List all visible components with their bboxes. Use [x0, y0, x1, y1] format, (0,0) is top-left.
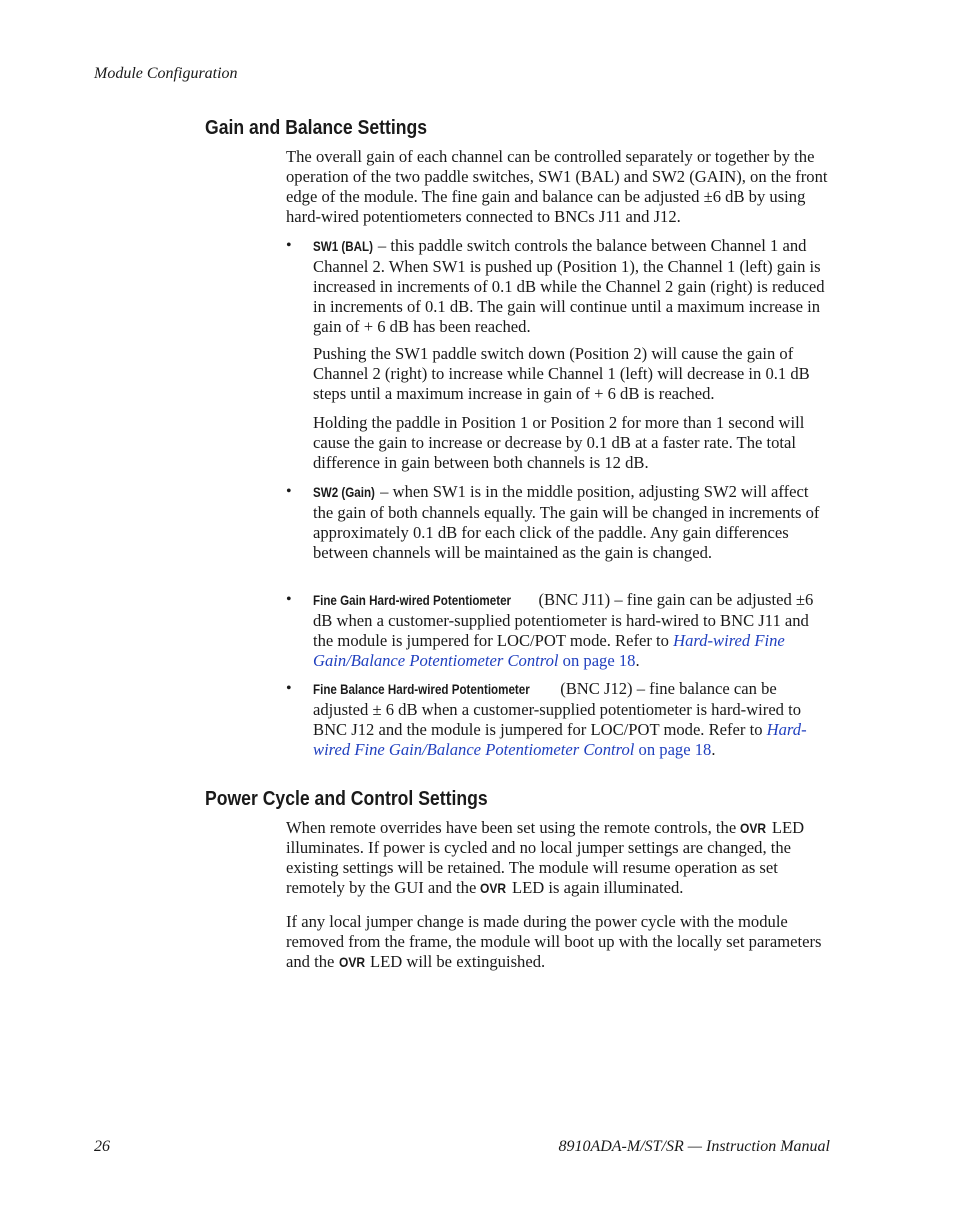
bullet-paragraph: [313, 482, 832, 563]
link-title: Hard-wired Fine Gain/Balance Potentiometer Control: [313, 720, 807, 759]
text-run: LED will be extinguished.: [365, 952, 546, 971]
text-run: When remote overrides have been set using the remote controls, the: [286, 818, 741, 837]
sentence-end: .: [635, 651, 640, 670]
running-head: Module Configuration: [94, 65, 238, 82]
bullet-marker: •: [286, 680, 292, 697]
section-heading-gain-balance: Gain and Balance Settings: [205, 117, 428, 139]
bullet-paragraph: [313, 236, 832, 337]
bullet-marker: •: [286, 237, 292, 254]
text-run: LED is again illuminated.: [507, 878, 684, 897]
manual-title: 8910ADA-M/ST/SR — Instruction Manual: [558, 1138, 830, 1155]
text-run: If any local jumper change is made during the power cycle with the module removed from the frame, the module will boot up with the locally set parameters and the: [286, 912, 822, 971]
ovr-led-label: OVR: [338, 954, 365, 970]
text-run: LED illuminates. If power is cycled and no local jumper settings are changed, the existing settings will be retained. The module will resume operation as set remotely by the GUI and the: [286, 818, 805, 897]
power-cycle-paragraph-1: [286, 818, 832, 898]
link-title: Hard-wired Fine Gain/Balance Potentiometer Control: [313, 631, 785, 670]
section-heading-power-cycle: Power Cycle and Control Settings: [205, 788, 488, 810]
bullet-marker: •: [286, 483, 292, 500]
bullet-marker: •: [286, 591, 292, 608]
intro-paragraph: The overall gain of each channel can be controlled separately or together by the operation of the two paddle switches, SW1 (BAL) and SW2 (GAIN), on the front edge of the module. The fine gain and balance can be adjusted ±6 dB by using hard-wired potentiometers connected to BNCs J11 and J12.: [286, 147, 828, 226]
bullet-paragraph: [313, 679, 832, 760]
term-fine-balance-potentiometer: Fine Balance Hard-wired Potentiometer: [313, 682, 530, 697]
page-number: 26: [94, 1138, 110, 1155]
bullet-subparagraph: Holding the paddle in Position 1 or Position 2 for more than 1 second will cause the gain to increase or decrease by 0.1 dB at a faster rate. The total difference in gain between both channels is 12 dB.: [313, 413, 805, 472]
bullet-paragraph: [313, 590, 832, 671]
bullet-text: – when SW1 is in the middle position, adjusting SW2 will affect the gain of both channels equally. The gain will be changed in increments of approximately 0.1 dB for each click of the paddle. Any gain differences between channels will be maintained as the gain is changed.: [313, 482, 820, 562]
link-page: on page 18: [558, 651, 636, 670]
bullet-text: – this paddle switch controls the balance between Channel 1 and Channel 2. When SW1 is pushed up (Position 1), the Channel 1 (left) gain is increased in increments of 0.1 dB while the Channel 2 gain (right) is reduced in increments of 0.1 dB. The gain will continue until a maximum increase in gain of + 6 dB has been reached.: [313, 236, 825, 336]
bullet-text: (BNC J12) – fine balance can be adjusted ± 6 dB when a customer-supplied potentiometer is hard-wired to BNC J12 and the module is jumpered for LOC/POT mode. Refer to: [313, 679, 802, 739]
ovr-led-label: OVR: [740, 820, 767, 836]
ovr-led-label: OVR: [480, 880, 507, 896]
term-sw1-bal: SW1 (BAL): [313, 239, 373, 254]
power-cycle-paragraph-2: [286, 912, 832, 972]
link-page: on page 18: [634, 740, 712, 759]
term-sw2-gain: SW2 (Gain): [313, 485, 375, 500]
bullet-text: (BNC J11) – fine gain can be adjusted ±6 dB when a customer-supplied potentiometer is hard-wired to BNC J11 and the module is jumpered for LOC/POT mode. Refer to: [313, 590, 814, 650]
term-fine-gain-potentiometer: Fine Gain Hard-wired Potentiometer: [313, 593, 512, 608]
sentence-end: .: [711, 740, 716, 759]
bullet-subparagraph: Pushing the SW1 paddle switch down (Position 2) will cause the gain of Channel 2 (right) to increase while Channel 1 (left) will decrease in 0.1 dB steps until a maximum increase in gain of + 6 dB is reached.: [313, 344, 810, 403]
